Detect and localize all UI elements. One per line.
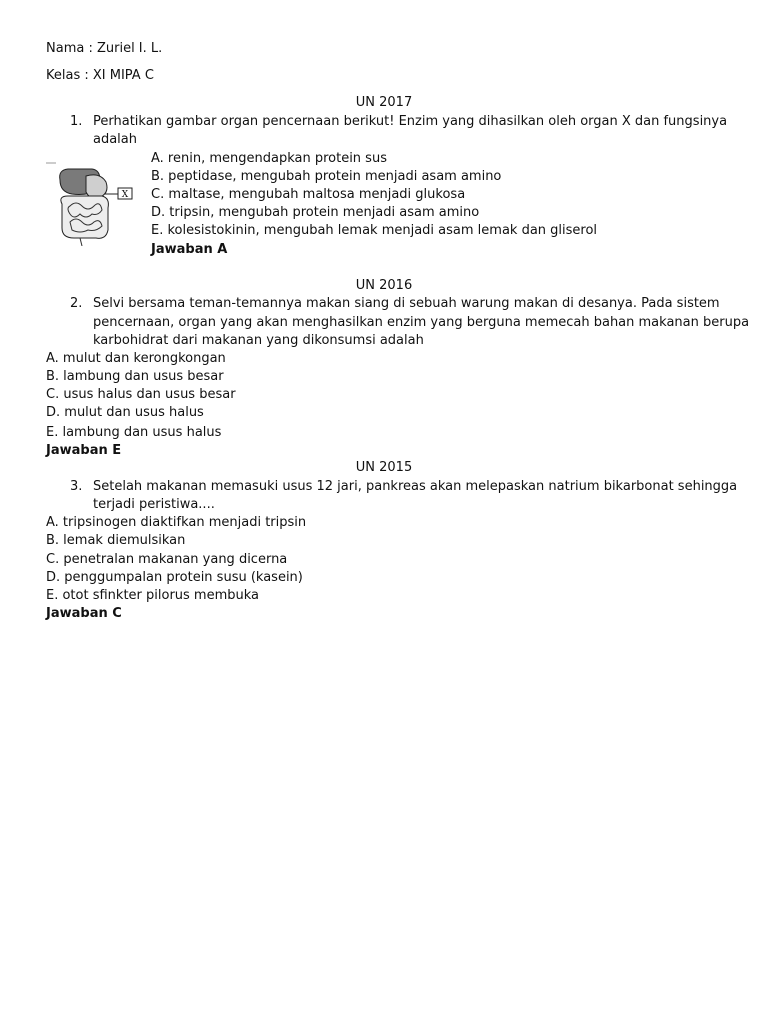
answer-option: D. mulut dan usus halus [46, 405, 204, 420]
question-text-line: pencernaan, organ yang akan menghasilkan enzim yang berguna memecah bahan makanan berupa [93, 315, 750, 330]
answer-option: D. penggumpalan protein susu (kasein) [46, 570, 303, 585]
question-number: 2. [70, 296, 83, 311]
question-text-line: terjadi peristiwa.... [93, 497, 215, 512]
answer-option: C. penetralan makanan yang dicerna [46, 552, 288, 567]
question-number: 1. [70, 114, 83, 129]
figure-label: X [121, 190, 129, 200]
answer-option: E. kolesistokinin, mengubah lemak menjadi asam lemak dan gliserol [151, 223, 598, 238]
answer-option: E. otot sfinkter pilorus membuka [46, 588, 260, 603]
answer-key: Jawaban C [46, 606, 122, 621]
answer-option: A. renin, mengendapkan protein sus [151, 151, 387, 166]
answer-option: C. usus halus dan usus besar [46, 387, 236, 402]
exam-year-2017: UN 2017 [355, 95, 413, 110]
student-name: Nama : Zuriel I. L. [46, 41, 163, 56]
question-text-line: adalah [93, 132, 138, 147]
student-class: Kelas : XI MIPA C [46, 68, 154, 83]
question-text-line: karbohidrat dari makanan yang dikonsumsi adalah [93, 333, 424, 348]
question-text-line: Perhatikan gambar organ pencernaan berikut! Enzim yang dihasilkan oleh organ X dan fungsinya [93, 114, 728, 129]
answer-option: E. lambung dan usus halus [46, 425, 222, 440]
answer-option: D. tripsin, mengubah protein menjadi asam amino [151, 205, 480, 220]
answer-option: A. tripsinogen diaktifkan menjadi tripsin [46, 515, 307, 530]
answer-key: Jawaban A [151, 242, 228, 257]
answer-key: Jawaban E [46, 443, 122, 458]
exam-year-2015: UN 2015 [355, 460, 413, 475]
question-text-line: Selvi bersama teman-temannya makan siang di sebuah warung makan di desanya. Pada sistem [93, 296, 720, 311]
question-number: 3. [70, 479, 83, 494]
answer-option: A. mulut dan kerongkongan [46, 351, 226, 366]
digestive-organ-diagram [46, 160, 138, 246]
stomach-shape [86, 175, 107, 199]
answer-option: B. peptidase, mengubah protein menjadi asam amino [151, 169, 502, 184]
rectum-line [80, 238, 82, 246]
question-text-line: Setelah makanan memasuki usus 12 jari, pankreas akan melepaskan natrium bikarbonat sehingga [93, 479, 738, 494]
answer-option: C. maltase, mengubah maltosa menjadi glukosa [151, 187, 466, 202]
answer-option: B. lambung dan usus besar [46, 369, 224, 384]
exam-year-2016: UN 2016 [355, 278, 413, 293]
answer-option: B. lemak diemulsikan [46, 533, 186, 548]
